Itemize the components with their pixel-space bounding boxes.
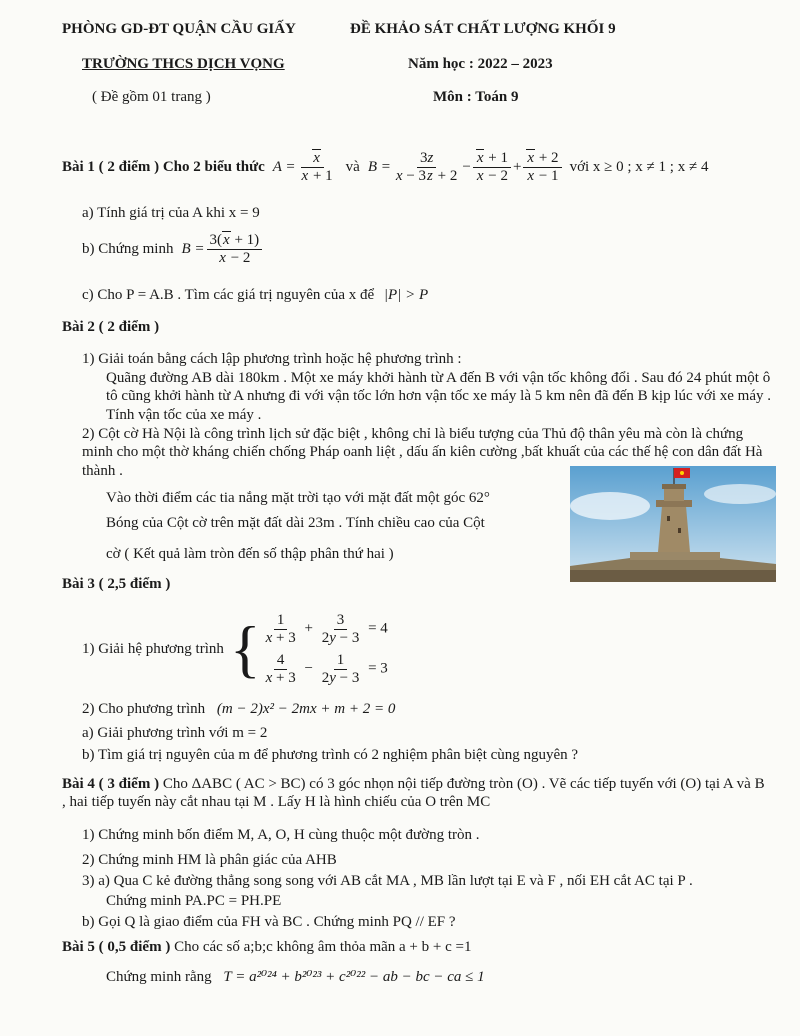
bai3-heading: Bài 3 ( 2,5 điểm ) (62, 576, 171, 592)
bai4-part3b: b) Gọi Q là giao điểm của FH và BC . Chứng minh PQ // EF ? (82, 914, 456, 930)
bai1-condition: với x ≥ 0 ; x ≠ 1 ; x ≠ 4 (569, 158, 709, 175)
department-name: PHÒNG GD-ĐT QUẬN CẦU GIẤY (62, 21, 296, 37)
bai2-heading: Bài 2 ( 2 điểm ) (62, 319, 160, 335)
school-name: TRƯỜNG THCS DỊCH VỌNG (82, 56, 285, 72)
bai3-part-b: b) Tìm giá trị nguyên của m để phương trình có 2 nghiệm phân biệt cùng nguyên ? (82, 747, 579, 763)
bai2-part1-title: 1) Giải toán bằng cách lập phương trình hoặc hệ phương trình : (82, 351, 462, 367)
bai5-prove: Chứng minh rằng T = a²⁰²⁴ + b²⁰²³ + c²⁰²² − ab − bc − ca ≤ 1 (106, 969, 485, 985)
bai1-statement: Bài 1 ( 2 điểm ) Cho 2 biểu thức A = $\frac{x}{x + 1}$ và B = $\frac{3z}{x - 3z + 2}$ − $\frac{x + 1}{x - 2}$ + $\frac{x + 2}{x - 1}$ với x ≥ 0 ; x ≠ 1 ; x ≠ 4 (62, 150, 709, 184)
bai2-part2-line3: cờ ( Kết quả làm tròn đến số thập phân thứ hai ) (106, 546, 394, 562)
school-year: Năm học : 2022 – 2023 (408, 56, 553, 72)
page-count: ( Đề gồm 01 trang ) (92, 89, 211, 105)
bai4-part3a: 3) a) Qua C kẻ đường thẳng song song với AB cắt MA , MB lần lượt tại E và F , nối EH cắt AC tại P . (82, 873, 693, 889)
bai4-part3a-prove: Chứng minh PA.PC = PH.PE (106, 893, 282, 909)
bai2-part2-line2: Bóng của Cột cờ trên mặt đất dài 23m . Tính chiều cao của Cột (106, 515, 485, 531)
bai2-part1-text: Quãng đường AB dài 180km . Một xe máy khởi hành từ A đến B với vận tốc không đổi . Sau đó 24 phút một ô tô cũng khởi hành từ A nhưng đi với vận tốc lớn hơn vận tốc xe máy là 5 km nên đã đến B kịp lúc với xe máy . Tính vận tốc của xe máy . (106, 370, 771, 423)
bai4-statement: Bài 4 ( 3 điểm ) Cho ΔABC ( AC > BC) có 3 góc nhọn nội tiếp đường tròn (O) . Vẽ các tiếp tuyến với (O) tại A và B , hai tiếp tuyến này cắt nhau tại M . Lấy H là hình chiếu của O trên MC (62, 776, 765, 811)
exam-title: ĐỀ KHẢO SÁT CHẤT LƯỢNG KHỐI 9 (350, 21, 616, 37)
flag-tower-photo (570, 466, 776, 582)
flag-tower-image (570, 466, 776, 582)
bai1-part-a: a) Tính giá trị của A khi x = 9 (82, 205, 260, 221)
bai1-part-c: c) Cho P = A.B . Tìm các giá trị nguyên của x để |P| > P (82, 287, 429, 303)
subject: Môn : Toán 9 (433, 89, 519, 105)
bai3-part2: 2) Cho phương trình (m − 2)x² − 2mx + m + 2 = 0 (82, 701, 396, 717)
bai3-part-a: a) Giải phương trình với m = 2 (82, 725, 268, 741)
bai5-statement: Bài 5 ( 0,5 điểm ) Cho các số a;b;c không âm thỏa mãn a + b + c =1 (62, 939, 472, 955)
bai4-part2: 2) Chứng minh HM là phân giác của AHB (82, 852, 337, 868)
bai3-part1: 1) Giải hệ phương trình { $\frac{1}{x + 3}$ + $\frac{3}{2y - 3}$ = 4 $\frac{4}{x + 3}$ − $\frac{1}{2y - 3}$ = 3 (82, 612, 388, 686)
bai4-part1: 1) Chứng minh bốn điểm M, A, O, H cùng thuộc một đường tròn . (82, 827, 480, 843)
bai1-part-b: b) Chứng minh B = $\frac{3(x + 1)}{x - 2}$ (82, 232, 264, 266)
bai2-part2-line1: Vào thời điểm các tia nắng mặt trời tạo với mặt đất một góc 62° (106, 490, 490, 506)
bai1-heading: Bài 1 ( 2 điểm ) Cho 2 biểu thức (62, 158, 265, 175)
bai2-part2-text: 2) Cột cờ Hà Nội là công trình lịch sử đặc biệt , không chỉ là biểu tượng của Thủ độ thân yêu mà còn là chứng minh cho một thờ kháng chiến chống Pháp oanh liệt , dấu ấn kiên cường ,bất khuất của các thế hệ con dân đất Hà thành . (82, 426, 763, 479)
